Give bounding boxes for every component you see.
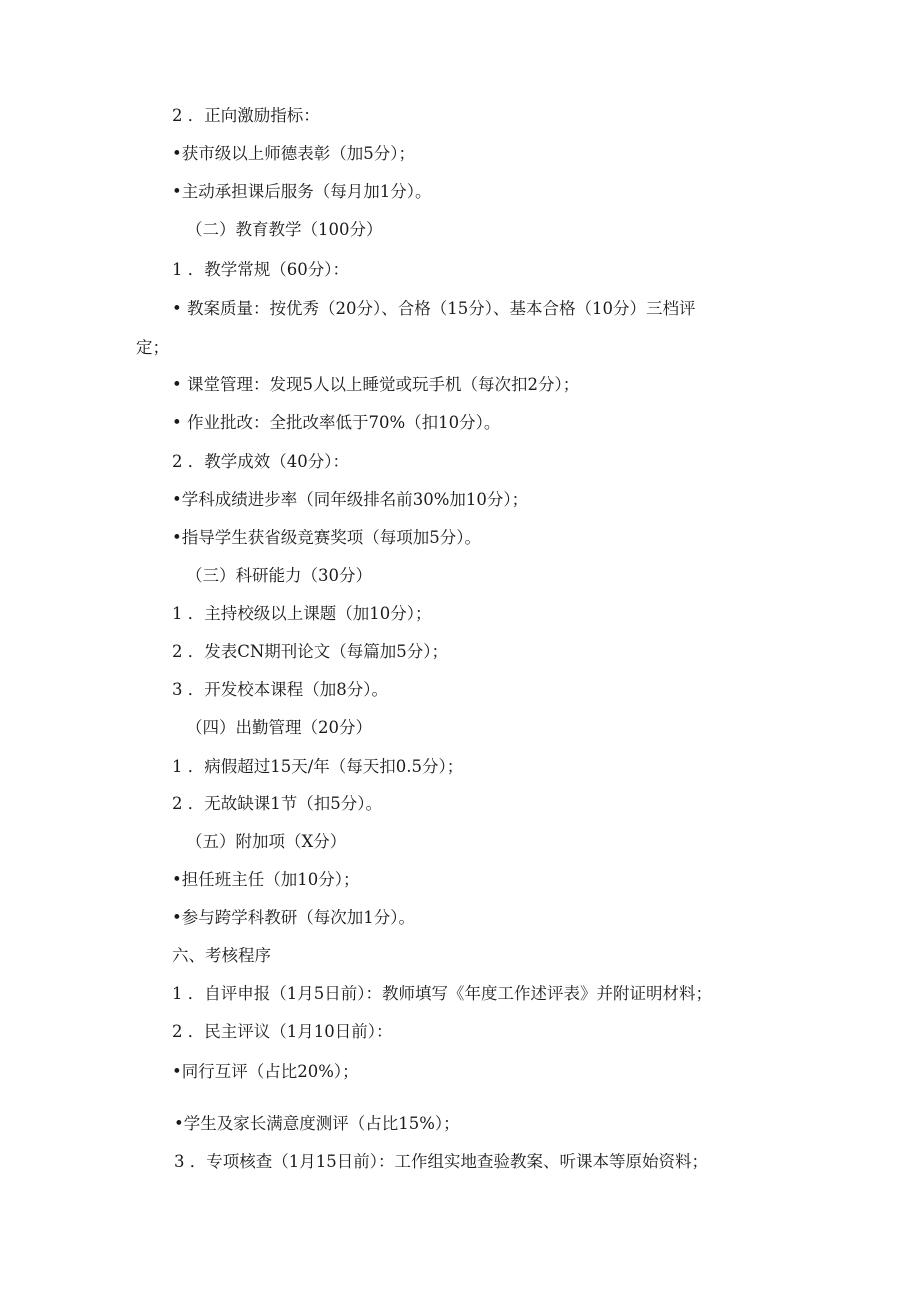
chapter-assessment-procedure: 六、考核程序 — [172, 946, 271, 965]
item-research-project: 1 ．主持校级以上课题（加10分）； — [172, 604, 432, 623]
item-absence: 2 ．无故缺课1节（扣5分）。 — [172, 794, 382, 813]
bullet-lesson-plan-quality-wrap: 定； — [136, 338, 169, 357]
bullet-interdisciplinary-research: •参与跨学科教研（每次加1分）。 — [172, 908, 415, 927]
bullet-ethics-award: •获市级以上师德表彰（加5分）； — [172, 144, 415, 163]
item-teaching-routine-heading: 1 ．教学常规（60分）： — [172, 260, 349, 279]
item-school-curriculum: 3 ．开发校本课程（加8分）。 — [172, 680, 388, 699]
bullet-classroom-management: • 课堂管理：发现5人以上睡觉或玩手机（每次扣2分）； — [172, 375, 580, 394]
bullet-competition-awards: •指导学生获省级竞赛奖项（每项加5分）。 — [172, 528, 481, 547]
section-bonus-heading: （五）附加项（X分） — [186, 832, 347, 851]
item-special-inspection: 3 ．专项核查（1月15日前）：工作组实地查验教案、听课本等原始资料； — [174, 1152, 708, 1171]
bullet-head-teacher: •担任班主任（加10分）； — [172, 870, 360, 889]
bullet-after-school-service: •主动承担课后服务（每月加1分）。 — [172, 182, 432, 201]
section-attendance-heading: （四）出勤管理（20分） — [186, 718, 372, 737]
bullet-homework-correction: • 作业批改：全批改率低于70%（扣10分）。 — [172, 413, 501, 432]
item-democratic-review: 2 ．民主评议（1月10日前）： — [172, 1022, 393, 1041]
item-self-evaluation: 1 ．自评申报（1月5日前）：教师填写《年度工作述评表》并附证明材料； — [172, 984, 712, 1003]
item-sick-leave: 1 ．病假超过15天/年（每天扣0.5分）； — [172, 757, 464, 776]
section-research-heading: （三）科研能力（30分） — [186, 566, 372, 585]
bullet-satisfaction-survey: •学生及家长满意度测评（占比15%）； — [174, 1114, 460, 1133]
item-teaching-results-heading: 2 ．教学成效（40分）： — [172, 452, 349, 471]
bullet-peer-review: •同行互评（占比20%）； — [172, 1062, 359, 1081]
bullet-lesson-plan-quality: • 教案质量：按优秀（20分）、合格（15分）、基本合格（10分）三档评 — [172, 299, 696, 318]
item-journal-paper: 2 ．发表CN期刊论文（每篇加5分）； — [172, 642, 449, 661]
bullet-grade-progress: •学科成绩进步率（同年级排名前30%加10分）； — [172, 490, 529, 509]
item-positive-incentive-heading: 2 ．正向激励指标： — [172, 106, 320, 125]
section-teaching-heading: （二）教育教学（100分） — [186, 220, 383, 239]
